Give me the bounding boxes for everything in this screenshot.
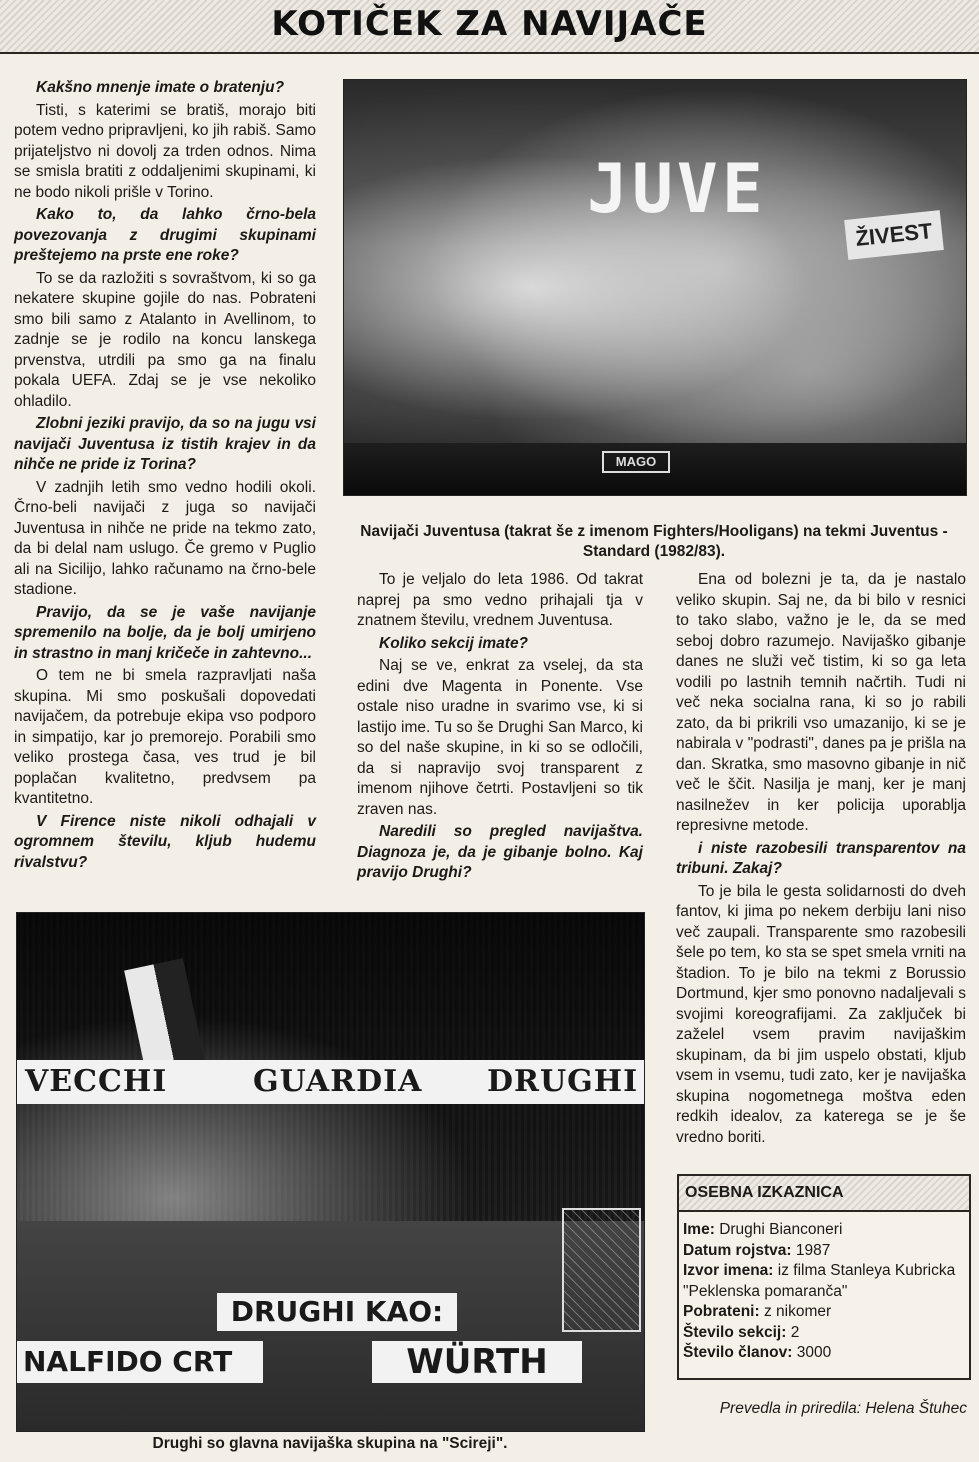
interview-question: i niste razobesili transparentov na tribuni. Zakaj? (676, 839, 966, 877)
banner-nalfido: NALFIDO CRT (17, 1341, 263, 1383)
interview-question: Naredili so pregled navijaštva. Diagnoza je, da je gibanje bolno. Kaj pravijo Drughi? (357, 823, 643, 881)
id-card-label: Datum rojstva: (683, 1241, 792, 1259)
left-column (14, 78, 316, 875)
banner-word-1: VECCHI (25, 1064, 168, 1099)
id-card-value: 1987 (795, 1241, 831, 1259)
banner-word-3: DRUGHI (487, 1064, 639, 1099)
id-card-row (683, 1302, 963, 1323)
interview-question: V Firence niste nikoli odhajali v ogromnem številu, kljub hudemu rivalstvu? (14, 812, 316, 871)
id-card-title: OSEBNA IZKAZNICA (679, 1176, 969, 1212)
interview-answer: Tisti, s katerimi se bratiš, morajo biti potem vedno pripravljeni, ko jih rabiš. Samo prijateljstvo ni dovolj za trden odnos. Nima se smisla bratiti z oddaljenimi skupinami, ki ne bodo nikoli prišle v Torino. (14, 101, 316, 201)
page-header (0, 0, 979, 54)
interview-answer: Ena od bolezni je ta, da je nastalo veliko skupin. Saj ne, da bi bilo v resnici to tako slabo, važno je le, da se med seboj dobro razumejo. Navijaško gibanje danes ne služi več tistim, ki so ga leta vodili po lastnih temnih načrtih. Tudi ni več neka socialna rana, ki so jo rabili zato, da bi prikrili vso umazanijo, ki se je nabirala v "podrasti", danes pa je prišla na dan. Skratka, smo masovno gibanje in nič več le ščit. Nasilja je manj, ker je manj nasilnežev in ker policija uporablja represivne metode. (676, 571, 966, 834)
interview-answer: O tem ne bi smela razpravljati naša skupina. Mi smo poskušali dopovedati navijačem, da potrebuje ekipa vso podporo in simpatijo, kar jo premorejo. Porabili smo veliko prostega časa, ves trud je bil poplačan kvalitetno, predvsem pa kvantitetno. (14, 667, 316, 807)
banner-word-2: GUARDIA (253, 1064, 423, 1099)
id-card-value: z nikomer (763, 1303, 832, 1320)
page-title: KOTIČEK ZA NAVIJAČE (271, 4, 708, 44)
banner-drughi: DRUGHI KAO: (217, 1293, 457, 1331)
interview-answer: Naj se ve, enkrat za vselej, da sta edini dve Magenta in Ponente. Vse ostale niso uradne in svarimo vse, ki si lastijo ime. Tu so še Drughi San Marco, ki so del naše skupine, in ki so se odločili, da si napravijo svoj transparent z imenom njihove četrti. Postavljeni so tik zraven nas. (357, 657, 643, 818)
photo2-caption: Drughi so glavna navijaška skupina na "Scireji". (152, 1435, 508, 1452)
interview-question: Kakšno mnenje imate o bratenju? (36, 79, 285, 96)
id-card-label: Število sekcij: (683, 1323, 787, 1341)
interview-answer: To se da razložiti s sovraštvom, ki so ga nekatere skupine gojile do nas. Pobrateni smo bili samo z Atalanto in Avellinom, to zadnje se je rodilo na koncu lanskega prvenstva, utrdili pa smo ga na finalu pokala UEFA. Zdaj se je vse nekoliko ohladilo. (14, 269, 316, 410)
banner-vecchia-guardia-drughi (17, 1060, 644, 1104)
id-card-row (683, 1261, 963, 1302)
interview-answer: To je bila le gesta solidarnosti do dveh fantov, ki jima po nekem derbiju lani niso več zaupali. Transparente smo razobesili šele po tem, ko sta se spet smela vrniti na štadion. To je bilo na tekmi z Borussio Dortmund, kjer smo ponovno nadaljevali s svojimi koreografijami. Za zaključek bi zaželel vsem pravim navijaškim skupinam, da bi jim uspelo obstati, kljub vsem in vsemu, tudi zato, ker je navijaška skupina nogometnega moštva eden redkih idealov, za katerega se je še vredno boriti. (676, 882, 966, 1146)
sign-juve: JUVE (587, 150, 767, 229)
id-card-box (677, 1174, 971, 1380)
id-card-body (679, 1212, 969, 1364)
id-card-label: Izvor imena: (683, 1262, 774, 1279)
photo1-caption: Navijači Juventusa (takrat še z imenom Fighters/Hooligans) na tekmi Juventus - Standard (1982/83). (360, 523, 948, 560)
interview-question: Pravijo, da se je vaše navijanje spremenilo na bolje, da je bolj umirjeno in strastno in manj kričeče in zahtevno... (14, 603, 316, 662)
id-card-value: 2 (790, 1323, 800, 1341)
id-card-row (683, 1241, 963, 1262)
id-card-value: Drughi Bianconeri (719, 1221, 843, 1238)
sign-mago: MAGO (602, 451, 670, 473)
banner-wurth: WÜRTH (372, 1341, 582, 1383)
id-card-value: 3000 (796, 1344, 832, 1361)
right-column (676, 570, 966, 1150)
id-card-row (683, 1323, 963, 1344)
id-card-value: iz filma Stanleya Kubricka "Peklenska pomaranča" (683, 1262, 956, 1300)
interview-answer: To je veljalo do leta 1986. Od takrat naprej pa smo vedno prihajali tja v znatnem številu, vrednem Juventusa. (357, 571, 643, 629)
photo-juventus-fans-smoke (343, 79, 967, 496)
id-card-row (683, 1343, 963, 1364)
interview-question: Zlobni jeziki pravijo, da so na jugu vsi navijači Juventusa iz tistih krajev in da nihče ne pride iz Torina? (14, 415, 316, 473)
id-card-row (683, 1220, 963, 1241)
sign-right: ŽIVEST (844, 210, 944, 260)
goal-net (562, 1208, 641, 1332)
translation-credit: Prevedla in priredila: Helena Štuhec (719, 1400, 967, 1417)
interview-question: Kako to, da lahko črno-bela povezovanja z drugimi skupinami preštejemo na prste ene roke? (14, 206, 316, 264)
interview-question: Koliko sekcij imate? (379, 634, 529, 652)
photo-drughi-stands (16, 912, 645, 1432)
id-card-label: Ime: (683, 1221, 715, 1238)
id-card-label: Pobrateni: (683, 1303, 760, 1320)
id-card-label: Število članov: (683, 1344, 793, 1361)
middle-column (357, 570, 643, 886)
interview-answer: V zadnjih letih smo vedno hodili okoli. Črno-beli navijači z juga so navijači Juventusa in nihče ne pride na tekmo zato, da bi delal nam uslugo. Če gremo v Puglio ali na Sicilijo, lahko računamo na črno-bele stadione. (14, 478, 316, 598)
